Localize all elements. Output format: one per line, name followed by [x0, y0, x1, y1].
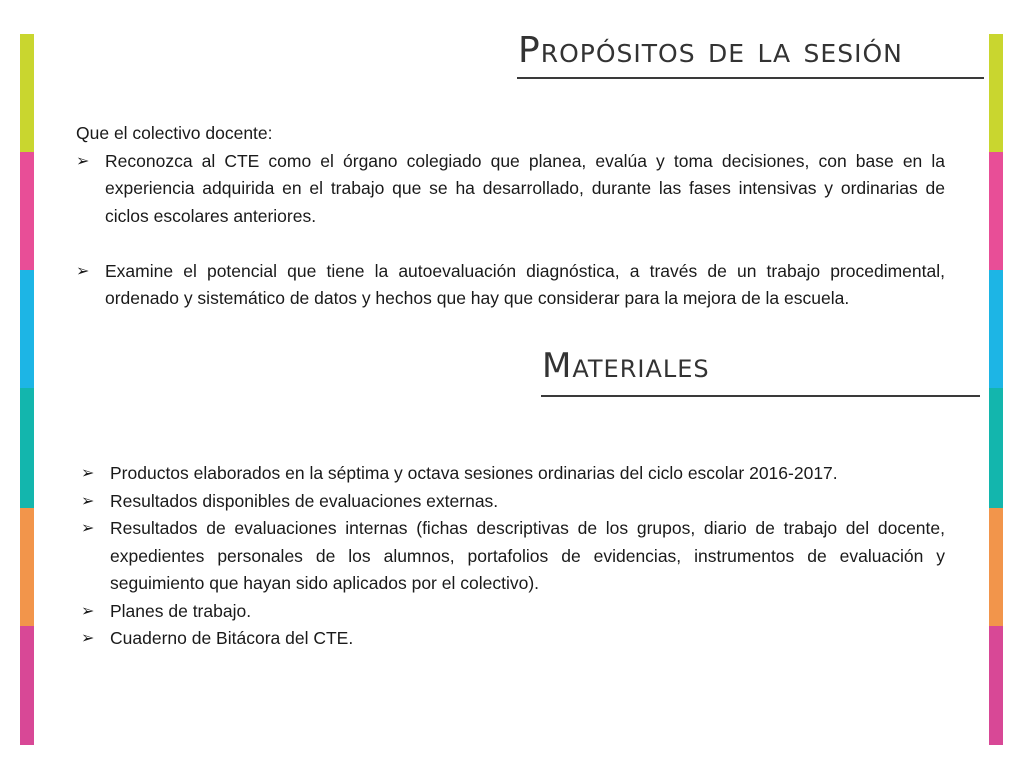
stripe-segment: [989, 34, 1003, 152]
arrow-bullet-icon: ➢: [81, 465, 95, 482]
stripe-segment: [20, 508, 34, 626]
materials-item: [81, 598, 945, 626]
stripe-segment: [20, 388, 34, 508]
stripe-segment: [989, 508, 1003, 626]
stripe-segment: [989, 152, 1003, 270]
purposes-heading: Propósitos de la sesión: [518, 30, 903, 71]
arrow-bullet-icon: ➢: [81, 602, 95, 620]
arrow-bullet-icon: ➢: [76, 262, 90, 280]
purposes-item-text: Examine el potencial que tiene la autoevaluación diagnóstica, a través de un trabajo procedimental, ordenado y sistemático de datos y hechos que hay que considerar para la mejora de la escuela.: [105, 260, 945, 308]
arrow-bullet-icon: ➢: [76, 152, 90, 170]
stripe-segment: [20, 152, 34, 270]
materials-heading-rule: [541, 395, 980, 397]
purposes-list: [76, 148, 945, 313]
materials-heading: Materiales: [542, 346, 710, 386]
purposes-item: [76, 258, 945, 313]
stripe-segment: [20, 626, 34, 745]
left-color-stripe: [20, 34, 34, 745]
materials-section: [81, 460, 945, 653]
materials-item-text: Resultados disponibles de evaluaciones externas.: [110, 490, 499, 511]
arrow-bullet-icon: ➢: [81, 492, 95, 510]
purposes-item-text: Reconozca al CTE como el órgano colegiado que planea, evalúa y toma decisiones, con base en la experiencia adquirida en el trabajo que se ha desarrollado, durante las fases intensivas y ordinarias de ciclos escolares anteriores.: [105, 150, 945, 226]
materials-item: [81, 460, 945, 488]
materials-item-text: Cuaderno de Bitácora del CTE.: [110, 628, 354, 648]
materials-item-text: Productos elaborados en la séptima y octava sesiones ordinarias del ciclo escolar 2016-2017.: [110, 463, 838, 483]
stripe-segment: [989, 270, 1003, 388]
arrow-bullet-icon: ➢: [81, 520, 95, 537]
purposes-intro: Que el colectivo docente:: [76, 123, 273, 143]
stripe-segment: [20, 270, 34, 388]
materials-item: [81, 515, 945, 598]
materials-list: [81, 460, 945, 653]
purposes-section: [76, 120, 945, 313]
stripe-segment: [20, 34, 34, 152]
arrow-bullet-icon: ➢: [81, 630, 95, 647]
stripe-segment: [989, 626, 1003, 745]
purposes-item: [76, 148, 945, 231]
materials-item-text: Planes de trabajo.: [110, 600, 252, 621]
stripe-segment: [989, 388, 1003, 508]
purposes-spacer: [76, 230, 945, 258]
right-color-stripe: [989, 34, 1003, 745]
purposes-heading-rule: [517, 77, 984, 79]
materials-item: [81, 625, 945, 653]
materials-item: [81, 488, 945, 516]
materials-item-text: Resultados de evaluaciones internas (fichas descriptivas de los grupos, diario de trabajo del docente, expedientes personales de los alumnos, portafolios de evidencias, instrumentos de evaluación y seguimiento que hayan sido aplicados por el colectivo).: [110, 518, 945, 593]
